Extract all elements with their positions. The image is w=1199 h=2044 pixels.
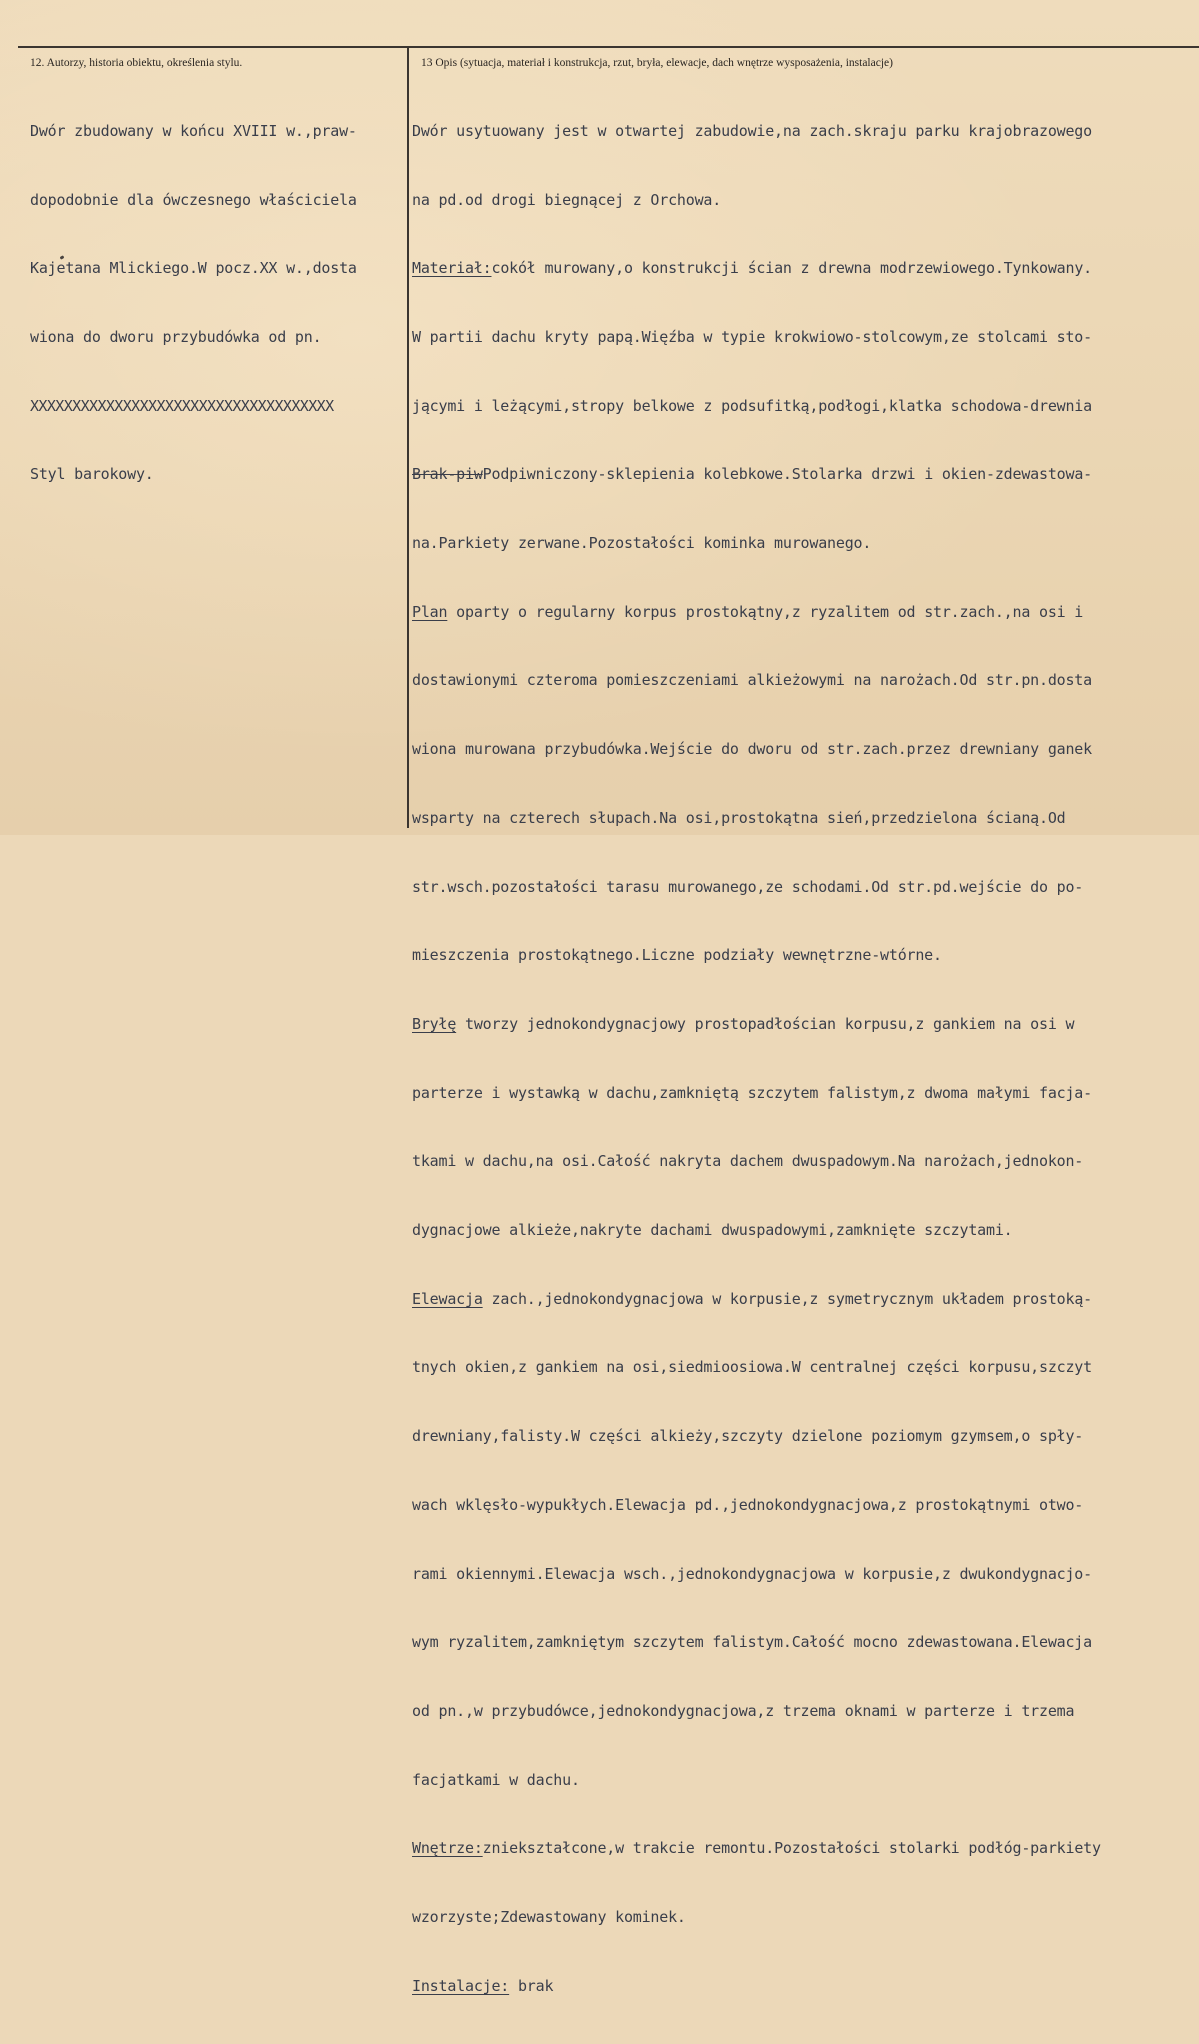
typed-line: facjatkami w dachu.	[412, 1770, 580, 1789]
typed-line: Dwór zbudowany w końcu XVIII w.,praw-	[30, 121, 357, 140]
typed-line: dopodobnie dla ówczesnego właściciela	[30, 190, 357, 209]
typed-line: na.Parkiety zerwane.Pozostałości kominka murowanego.	[412, 534, 872, 553]
typed-line: dostawionymi czteroma pomieszczeniami alkieżowymi na narożach.Od str.pn.dosta	[412, 671, 1092, 690]
typed-line: wach wklęsło-wypukłych.Elewacja pd.,jednokondygnacjowa,z prostokątnymi otwo-	[412, 1495, 1084, 1514]
typed-line: Plan oparty o regularny korpus prostokątny,z ryzalitem od str.zach.,na osi i	[412, 602, 1084, 621]
bryla-heading: Bryłę	[412, 1014, 457, 1033]
top-rule	[18, 46, 1199, 48]
plan-heading: Plan	[412, 602, 448, 621]
typed-line: wsparty na czterech słupach.Na osi,prostokątna sień,przedzielona ścianą.Od	[412, 808, 1066, 827]
typed-line: od pn.,w przybudówce,jednokondygnacjowa,z trzema oknami w parterze i trzema	[412, 1701, 1075, 1720]
column-divider	[407, 46, 409, 828]
material-heading: Materiał:	[412, 259, 492, 278]
typed-line: Wnętrze:zniekształcone,w trakcie remontu.Pozostałości stolarki podłóg-parkiety	[412, 1839, 1101, 1858]
typed-line: parterze i wystawką w dachu,zamkniętą szczytem falistym,z dwoma małymi facja-	[412, 1083, 1092, 1102]
typed-line: Kajetana Mlickiego.W pocz.XX w.,dosta	[30, 259, 357, 278]
typed-line: wiona do dworu przybudówka od pn.	[30, 327, 322, 346]
typed-line: Elewacja zach.,jednokondygnacjowa w korpusie,z symetrycznym układem prostoką-	[412, 1289, 1092, 1308]
typed-line: tnych okien,z gankiem na osi,siedmioosiowa.W centralnej części korpusu,szczyt	[412, 1358, 1092, 1377]
typed-line: na pd.od drogi biegnącej z Orchowa.	[412, 190, 722, 209]
wnetrze-heading: Wnętrze:	[412, 1839, 483, 1858]
section-13-header: 13 Opis (sytuacja, materiał i konstrukcja, rzut, bryła, elewacje, dach wnętrze wysposażenia, instalacje)	[421, 57, 893, 69]
crossed-out-line: XXXXXXXXXXXXXXXXXXXXXXXXXXXXXXXXXXXX	[30, 396, 334, 415]
instalacje-heading: Instalacje:	[412, 1976, 510, 1995]
typed-line: Bryłę tworzy jednokondygnacjowy prostopadłościan korpusu,z gankiem na osi w	[412, 1014, 1075, 1033]
typed-line: drewniany,falisty.W części alkieży,szczyty dzielone poziomym gzymsem,o spły-	[412, 1427, 1084, 1446]
typed-line: Styl barokowy.	[30, 465, 154, 484]
section-12-text	[30, 74, 406, 532]
typed-line: wzorzyste;Zdewastowany kominek.	[412, 1908, 686, 1927]
section-12-header: 12. Autorzy, historia obiektu, określenia stylu.	[30, 57, 243, 69]
elewacja-heading: Elewacja	[412, 1289, 483, 1308]
typed-line: Instalacje: brak	[412, 1976, 554, 1995]
typed-line: mieszczenia prostokątnego.Liczne podziały wewnętrzne-wtórne.	[412, 946, 942, 965]
typed-line: rami okiennymi.Elewacja wsch.,jednokondygnacjowa w korpusie,z dwukondygnacjo-	[412, 1564, 1092, 1583]
section-13-text	[412, 74, 1199, 2044]
typed-line: Materiał:cokół murowany,o konstrukcji ścian z drewna modrzewiowego.Tynkowany.	[412, 259, 1092, 278]
typed-line: W partii dachu kryty papą.Więźba w typie krokwiowo-stolcowym,ze stolcami sto-	[412, 327, 1092, 346]
struck-text: Brak-piw	[412, 465, 483, 484]
typed-line: tkami w dachu,na osi.Całość nakryta dachem dwuspadowym.Na narożach,jednokon-	[412, 1152, 1084, 1171]
typed-line: Dwór usytuowany jest w otwartej zabudowie,na zach.skraju parku krajobrazowego	[412, 121, 1092, 140]
typed-line: dygnacjowe alkieże,nakryte dachami dwuspadowymi,zamknięte szczytami.	[412, 1221, 1013, 1240]
typed-line: Brak-piwPodpiwniczony-sklepienia kolebkowe.Stolarka drzwi i okien-zdewastowa-	[412, 465, 1092, 484]
typed-line: wiona murowana przybudówka.Wejście do dworu od str.zach.przez drewniany ganek	[412, 740, 1092, 759]
typed-line: jącymi i leżącymi,stropy belkowe z podsufitką,podłogi,klatka schodowa-drewnia	[412, 396, 1092, 415]
typed-line: str.wsch.pozostałości tarasu murowanego,ze schodami.Od str.pd.wejście do po-	[412, 877, 1084, 896]
typed-line: wym ryzalitem,zamkniętym szczytem falistym.Całość mocno zdewastowana.Elewacja	[412, 1633, 1092, 1652]
